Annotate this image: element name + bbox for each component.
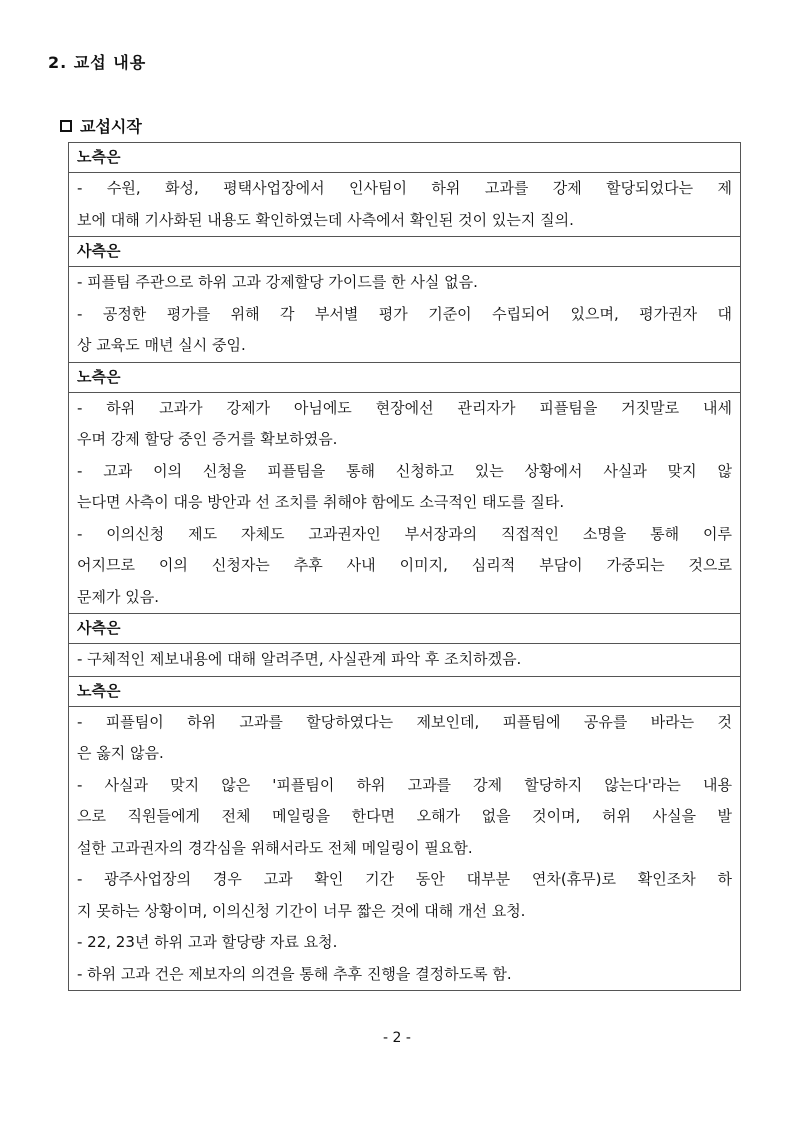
- statement-line: - 하위 고과 건은 제보자의 의견을 통해 추후 진행을 결정하도록 함.: [77, 964, 512, 983]
- speaker-row: [69, 237, 741, 267]
- statement-line: - 공정한 평가를 위해 각 부서별 평가 기준이 수립되어 있으며, 평가권자 대: [77, 304, 732, 323]
- statement-row: [69, 706, 741, 991]
- speaker-label: 노측은: [69, 143, 741, 173]
- speaker-label: 노측은: [69, 362, 741, 392]
- statement-body: [69, 173, 741, 237]
- statement-body: [69, 267, 741, 363]
- section-title: 2. 교섭 내용: [48, 53, 147, 72]
- statement-line: - 광주사업장의 경우 고과 확인 기간 동안 대부분 연차(휴무)로 확인조차 하: [77, 870, 732, 888]
- speaker-label: 노측은: [69, 676, 741, 706]
- speaker-label: 사측은: [69, 237, 741, 267]
- statement-line: 지 못하는 상황이며, 이의신청 기간이 너무 짧은 것에 대해 개선 요청.: [77, 901, 526, 920]
- statement-row: [69, 644, 741, 677]
- speaker-row: [69, 676, 741, 706]
- statement-line: 으로 직원들에게 전체 메일링을 한다면 오해가 없을 것이며, 허위 사실을 발: [77, 807, 732, 825]
- statement-line: - 수원, 화성, 평택사업장에서 인사팀이 하위 고과를 강제 할당되었다는 제: [77, 179, 732, 197]
- statement-line: - 구체적인 제보내용에 대해 알려주면, 사실관계 파악 후 조치하겠음.: [77, 650, 522, 668]
- statement-line: - 22, 23년 하위 고과 할당량 자료 요청.: [77, 933, 338, 951]
- speaker-row: [69, 614, 741, 644]
- statement-row: [69, 173, 741, 237]
- negotiation-table: [68, 142, 741, 991]
- statement-line: - 피플팀 주관으로 하위 고과 강제할당 가이드를 한 사실 없음.: [77, 273, 478, 291]
- statement-line: - 사실과 맞지 않은 '피플팀이 하위 고과를 강제 할당하지 않는다'라는 내용: [77, 775, 732, 794]
- statement-body: [69, 706, 741, 991]
- statement-body: [69, 392, 741, 614]
- statement-line: 은 옳지 않음.: [77, 744, 164, 762]
- statement-body: [69, 644, 741, 677]
- subsection-title: [60, 114, 142, 137]
- page-number: - 2 -: [383, 1030, 411, 1046]
- statement-line: 보에 대해 기사화된 내용도 확인하였는데 사측에서 확인된 것이 있는지 질의.: [77, 210, 574, 229]
- checkbox-square-icon: [60, 120, 72, 132]
- speaker-label: 사측은: [69, 614, 741, 644]
- statement-line: - 이의신청 제도 자체도 고과권자인 부서장과의 직접적인 소명을 통해 이루: [77, 524, 732, 543]
- statement-line: 우며 강제 할당 중인 증거를 확보하였음.: [77, 430, 338, 448]
- statement-line: 상 교육도 매년 실시 중임.: [77, 336, 246, 354]
- statement-line: 는다면 사측이 대응 방안과 선 조치를 취해야 함에도 소극적인 태도를 질타.: [77, 493, 565, 511]
- statement-line: 문제가 있음.: [77, 587, 159, 606]
- statement-line: 어지므로 이의 신청자는 추후 사내 이미지, 심리적 부담이 가중되는 것으로: [77, 556, 732, 574]
- speaker-row: [69, 362, 741, 392]
- subsection-title-text: 교섭시작: [80, 117, 142, 136]
- statement-row: [69, 392, 741, 614]
- statement-line: - 피플팀이 하위 고과를 할당하였다는 제보인데, 피플팀에 공유를 바라는 것: [77, 712, 732, 731]
- speaker-row: [69, 143, 741, 173]
- statement-line: 설한 고과권자의 경각심을 위해서라도 전체 메일링이 필요함.: [77, 838, 473, 857]
- statement-line: - 고과 이의 신청을 피플팀을 통해 신청하고 있는 상황에서 사실과 맞지 않: [77, 461, 732, 480]
- statement-row: [69, 267, 741, 363]
- statement-line: - 하위 고과가 강제가 아님에도 현장에선 관리자가 피플팀을 거짓말로 내세: [77, 398, 732, 417]
